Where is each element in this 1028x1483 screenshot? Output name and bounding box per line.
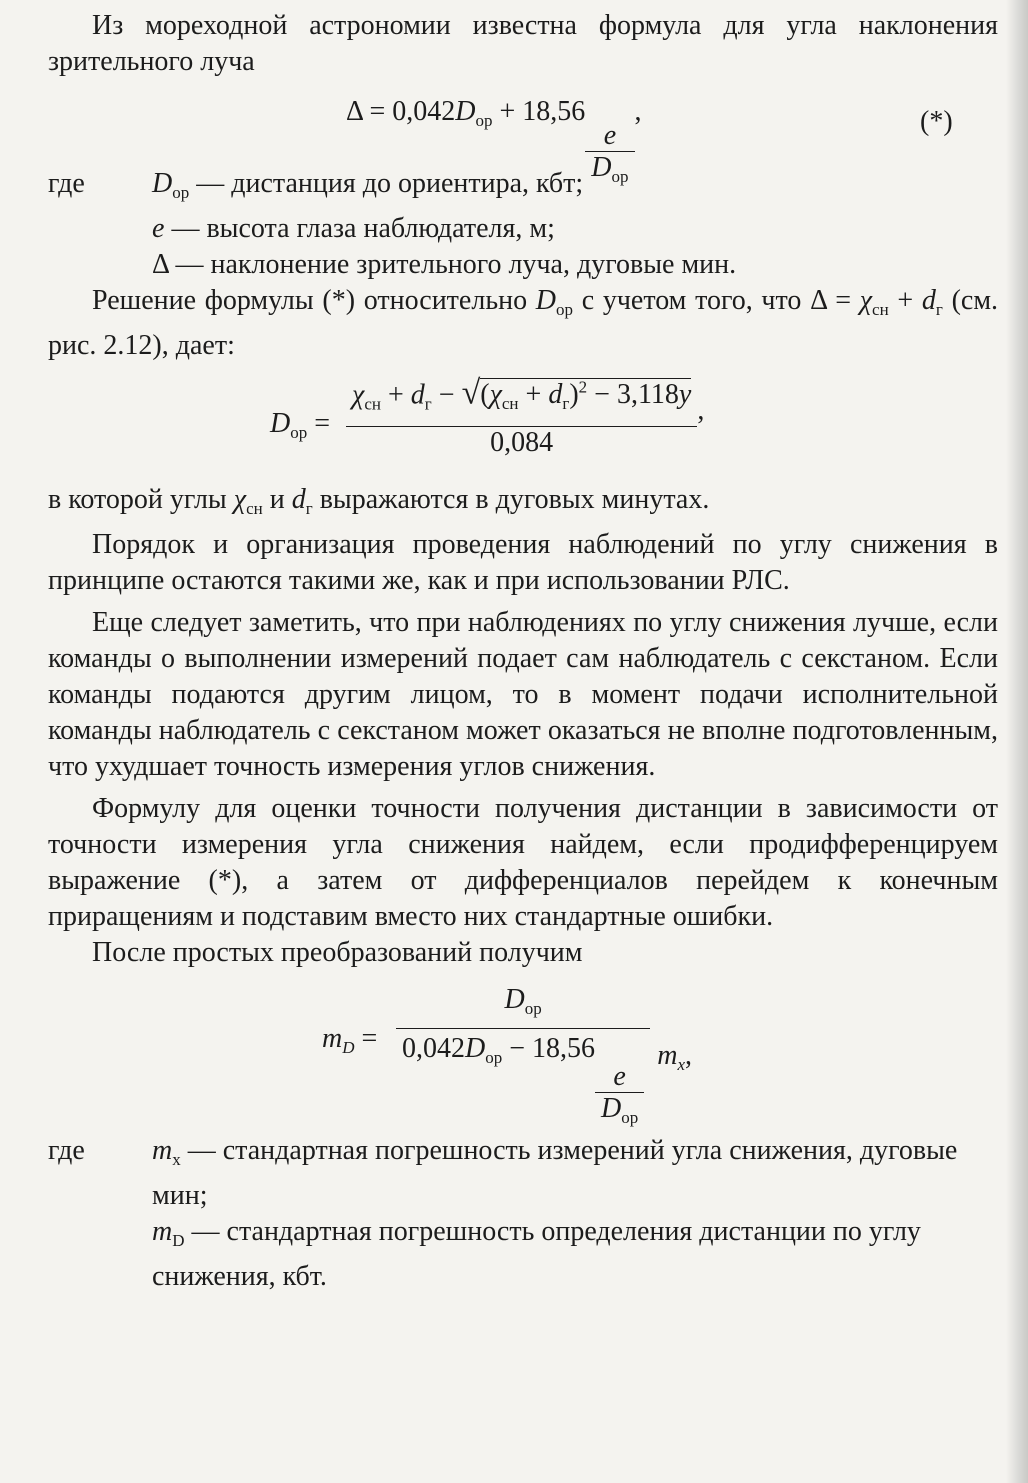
paragraph-intro: Из мореходной астрономии известна формула для угла наклонения зрительного луча bbox=[48, 10, 998, 77]
paragraph-commands: Еще следует заметить, что при наблюдениях по углу снижения лучше, если команды о выполнении измерений подает сам наблюдатель с секстаном. Если команды подаются другим лицом, то в момент подачи исполнительной команды наблюдатель с секстаном может оказаться не вполне подготовленным, что ухудшает точность измерения углов снижения. bbox=[48, 607, 998, 782]
where-label: где bbox=[48, 168, 85, 199]
formula-tag: (*) bbox=[920, 106, 953, 137]
where-label-2: где bbox=[48, 1135, 85, 1166]
def-mx: $m_x$ — стандартная погрешность измерений угла снижения, дуговые мин; bbox=[152, 1135, 958, 1211]
formula-inclination-expression: $\Delta = 0,042D_{ор} + 18,56$ $\frac{e}{D_{ор}}$ , bbox=[346, 96, 642, 186]
paragraph-units: в которой углы $\chi_{сн}$ и $d_г$ выражаются в дуговых минутах. bbox=[48, 484, 710, 518]
paragraph-accuracy: Формулу для оценки точности получения дистанции в зависимости от точности измерения угла снижения найдем, если продифференцируем выражение (*), а затем от дифференциалов перейдем к конечным приращениям и подставим вместо них стандартные ошибки. bbox=[48, 793, 998, 932]
document-page bbox=[48, 8, 998, 1295]
formula-error-lhs: $m_D$ = bbox=[322, 1023, 378, 1057]
formula-distance-lhs: $D_{ор}$ = bbox=[270, 408, 331, 442]
def-delta: Δ — наклонение зрительного луча, дуговые мин. bbox=[152, 249, 737, 280]
page-edge-shadow bbox=[1006, 0, 1028, 1483]
def-dop: $D_{ор}$ — дистанция до ориентира, кбт; bbox=[152, 168, 584, 202]
paragraph-after: После простых преобразований получим bbox=[92, 937, 583, 968]
paragraph-procedure: Порядок и организация проведения наблюдений по углу снижения в принципе остаются такими же, как и при использовании РЛС. bbox=[48, 529, 998, 596]
paragraph-solution: Решение формулы (*) относительно $D_{ор}$ с учетом того, что $\Delta = \chi_{сн} + d_г$ (см. рис. 2.12), дает: bbox=[48, 285, 999, 361]
def-md: $m_D$ — стандартная погрешность определения дистанции по углу снижения, кбт. bbox=[152, 1216, 921, 1292]
formula-distance bbox=[48, 364, 998, 482]
def-e: e — высота глаза наблюдателя, м; bbox=[152, 213, 555, 244]
definitions-list-2 bbox=[48, 1133, 998, 1295]
formula-error bbox=[48, 971, 998, 1127]
formula-error-fraction: $D_{ор}$ $0,042D_{ор} - 18,56$ $\frac{e}{D_{ор}}$ $m_x$, bbox=[396, 981, 692, 1134]
formula-distance-fraction: $\frac{\chi_{сн} + d_г - √(\chi_{сн} + d_г)^2 - 3,118y}{0,084}$ , bbox=[346, 366, 704, 459]
